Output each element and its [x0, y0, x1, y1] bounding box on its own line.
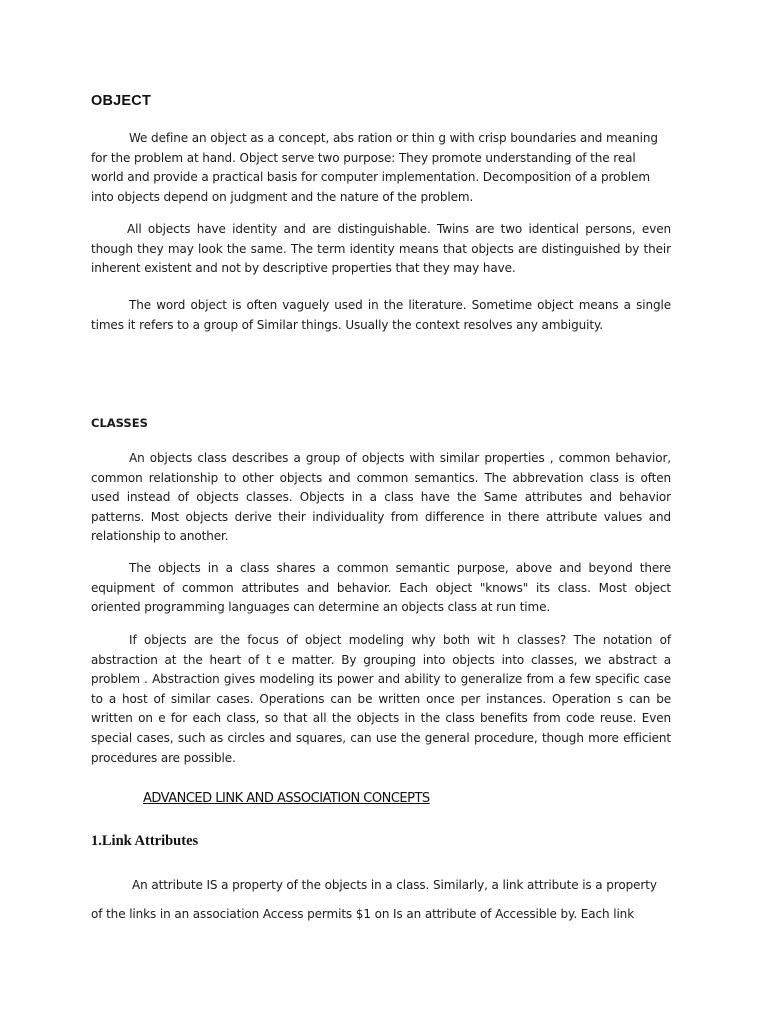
object-paragraph-1: We define an object as a concept, abs ration or thin g with crisp boundaries and meaning for the problem at hand. Object serve two purpose: They promote understanding of the real world and provide a practical basis for computer implementation. Decomposition of a problem into objects depend on judgment and the nature of the problem. [91, 131, 658, 204]
object-heading: OBJECT [91, 93, 152, 109]
advanced-heading: ADVANCED LINK AND ASSOCIATION CONCEPTS [143, 791, 430, 806]
classes-paragraph-3: If objects are the focus of object modeling why both wit h classes? The notation of abstraction at the heart of t e matter. By grouping into objects into classes, we abstract a problem . Abstraction gives modeling its power and ability to generalize from a few specific case to a host of similar cases. Operations can be written once per instances. Operation s can be written on e for each class, so that all the objects in the class benefits from code reuse. Even special cases, such as circles and squares, can use the general procedure, though more efficient procedures are possible. [91, 633, 671, 765]
classes-heading: CLASSES [91, 416, 148, 430]
object-paragraph-3: The word object is often vaguely used in the literature. Sometime object means a single times it refers to a group of Similar things. Usually the context resolves any ambiguity. [91, 298, 671, 332]
classes-paragraph-2: The objects in a class shares a common semantic purpose, above and beyond there equipment of common attributes and behavior. Each object "knows" its class. Most object oriented programming languages can determine an objects class at run time. [91, 561, 671, 615]
object-paragraph-2: All objects have identity and are distinguishable. Twins are two identical persons, even though they may look the same. The term identity means that objects are distinguished by their inherent existent and not by descriptive properties that they may have. [91, 222, 671, 276]
link-attributes-paragraph: An attribute IS a property of the objects in a class. Similarly, a link attribute is a property of the links in an association Access permits $1 on Is an attribute of Accessible by. Each link [91, 878, 657, 921]
link-attributes-heading: 1.Link Attributes [91, 833, 199, 849]
classes-paragraph-1: An objects class describes a group of objects with similar properties , common behavior, common relationship to other objects and common semantics. The abbrevation class is often used instead of objects classes. Objects in a class have the Same attributes and behavior patterns. Most objects derive their individuality from difference in there attribute values and relationship to another. [91, 451, 671, 544]
